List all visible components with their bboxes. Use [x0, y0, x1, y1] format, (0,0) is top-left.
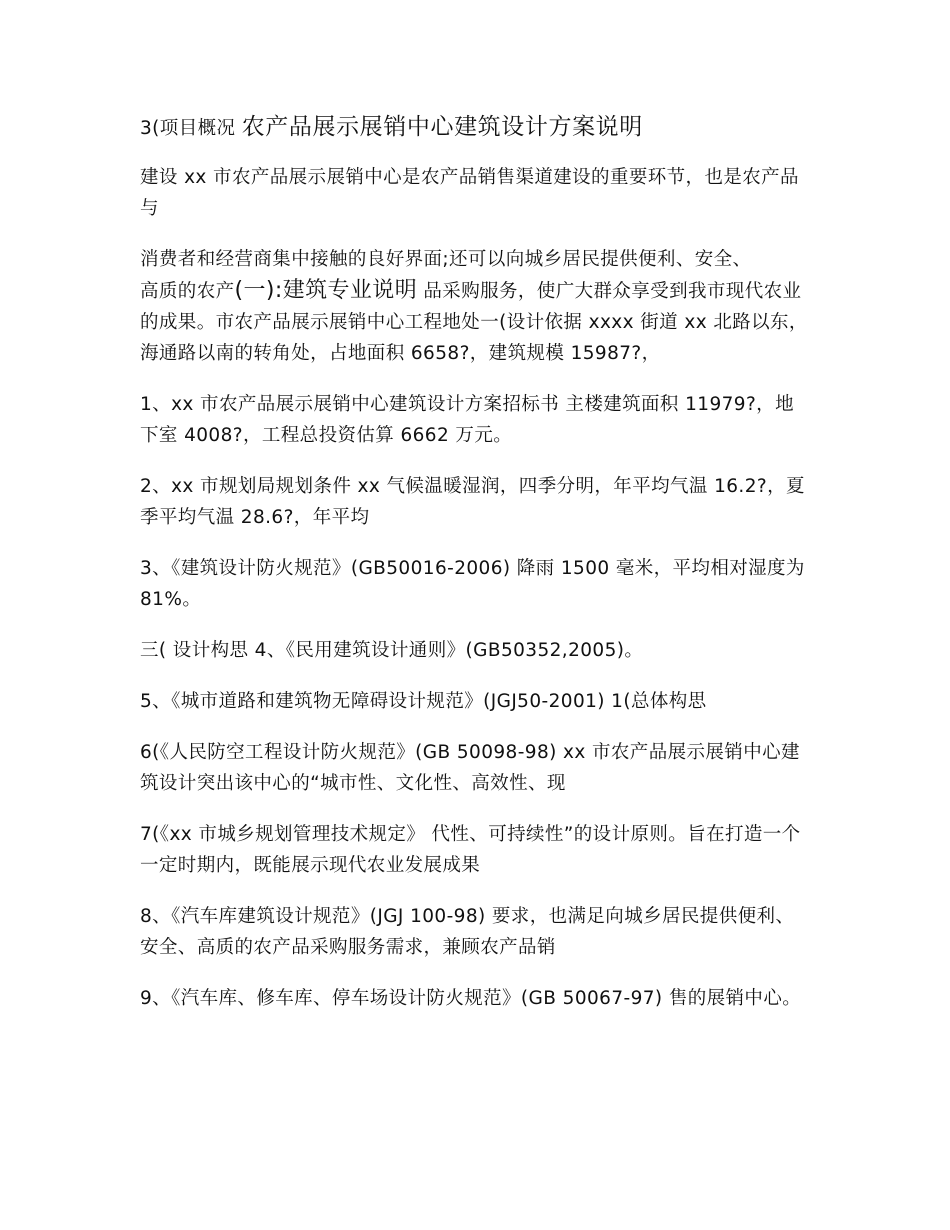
list-item-4: 三( 设计构思 4、《民用建筑设计通则》(GB50352,2005)。	[140, 640, 644, 661]
section-heading-inline: (一):建筑专业说明	[234, 278, 418, 303]
paragraph-2-line1: 消费者和经营商集中接触的良好界面;还可以向城乡居民提供便利、安全、	[140, 249, 752, 270]
list-item-7: 7(《xx 市城乡规划管理技术规定》 代性、可持续性”的设计原则。旨在打造一个一定时期内，既能展示现代农业发展成果	[140, 824, 801, 876]
list-item-8: 8、《汽车库建筑设计规范》(JGJ 100-98) 要求，也满足向城乡居民提供便利、安全、高质的农产品采购服务需求，兼顾农产品销	[140, 906, 795, 958]
heading-prefix: 3(项目概况	[140, 118, 242, 139]
paragraph-2-text-c: 品采购服务，使广大群众享受到我市现代农业的成果。市农产品展示展销中心工程地处一(设计依据 xxxx 街道 xx 北路以东，海通路以南的转角处，占地面积 6658?，建筑规模 15987?，	[140, 281, 808, 364]
paragraph-2-text-a: 高质的农产	[140, 281, 235, 302]
list-item-6: 6(《人民防空工程设计防火规范》(GB 50098-98) xx 市农产品展示展销中心建筑设计突出该中心的“城市性、文化性、高效性、现	[140, 742, 800, 794]
document-title: 农产品展示展销中心建筑设计方案说明	[241, 114, 643, 140]
list-item-2: 2、xx 市规划局规划条件 xx 气候温暖湿润，四季分明，年平均气温 16.2?，夏季平均气温 28.6?，年平均	[140, 476, 805, 528]
document-page	[140, 112, 808, 1034]
heading-line	[140, 112, 808, 144]
paragraph-1: 建设 xx 市农产品展示展销中心是农产品销售渠道建设的重要环节，也是农产品与	[140, 167, 799, 219]
list-item-5: 5、《城市道路和建筑物无障碍设计规范》(JGJ50-2001) 1(总体构思	[140, 691, 707, 712]
list-item-9: 9、《汽车库、修车库、停车场设计防火规范》(GB 50067-97) 售的展销中心。	[140, 988, 802, 1009]
paragraph-2	[140, 244, 808, 369]
list-item-1: 1、xx 市农产品展示展销中心建筑设计方案招标书 主楼建筑面积 11979?，地下室 4008?，工程总投资估算 6662 万元。	[140, 394, 794, 446]
list-item-3: 3、《建筑设计防火规范》(GB50016-2006) 降雨 1500 毫米，平均相对湿度为 81%。	[140, 558, 805, 610]
